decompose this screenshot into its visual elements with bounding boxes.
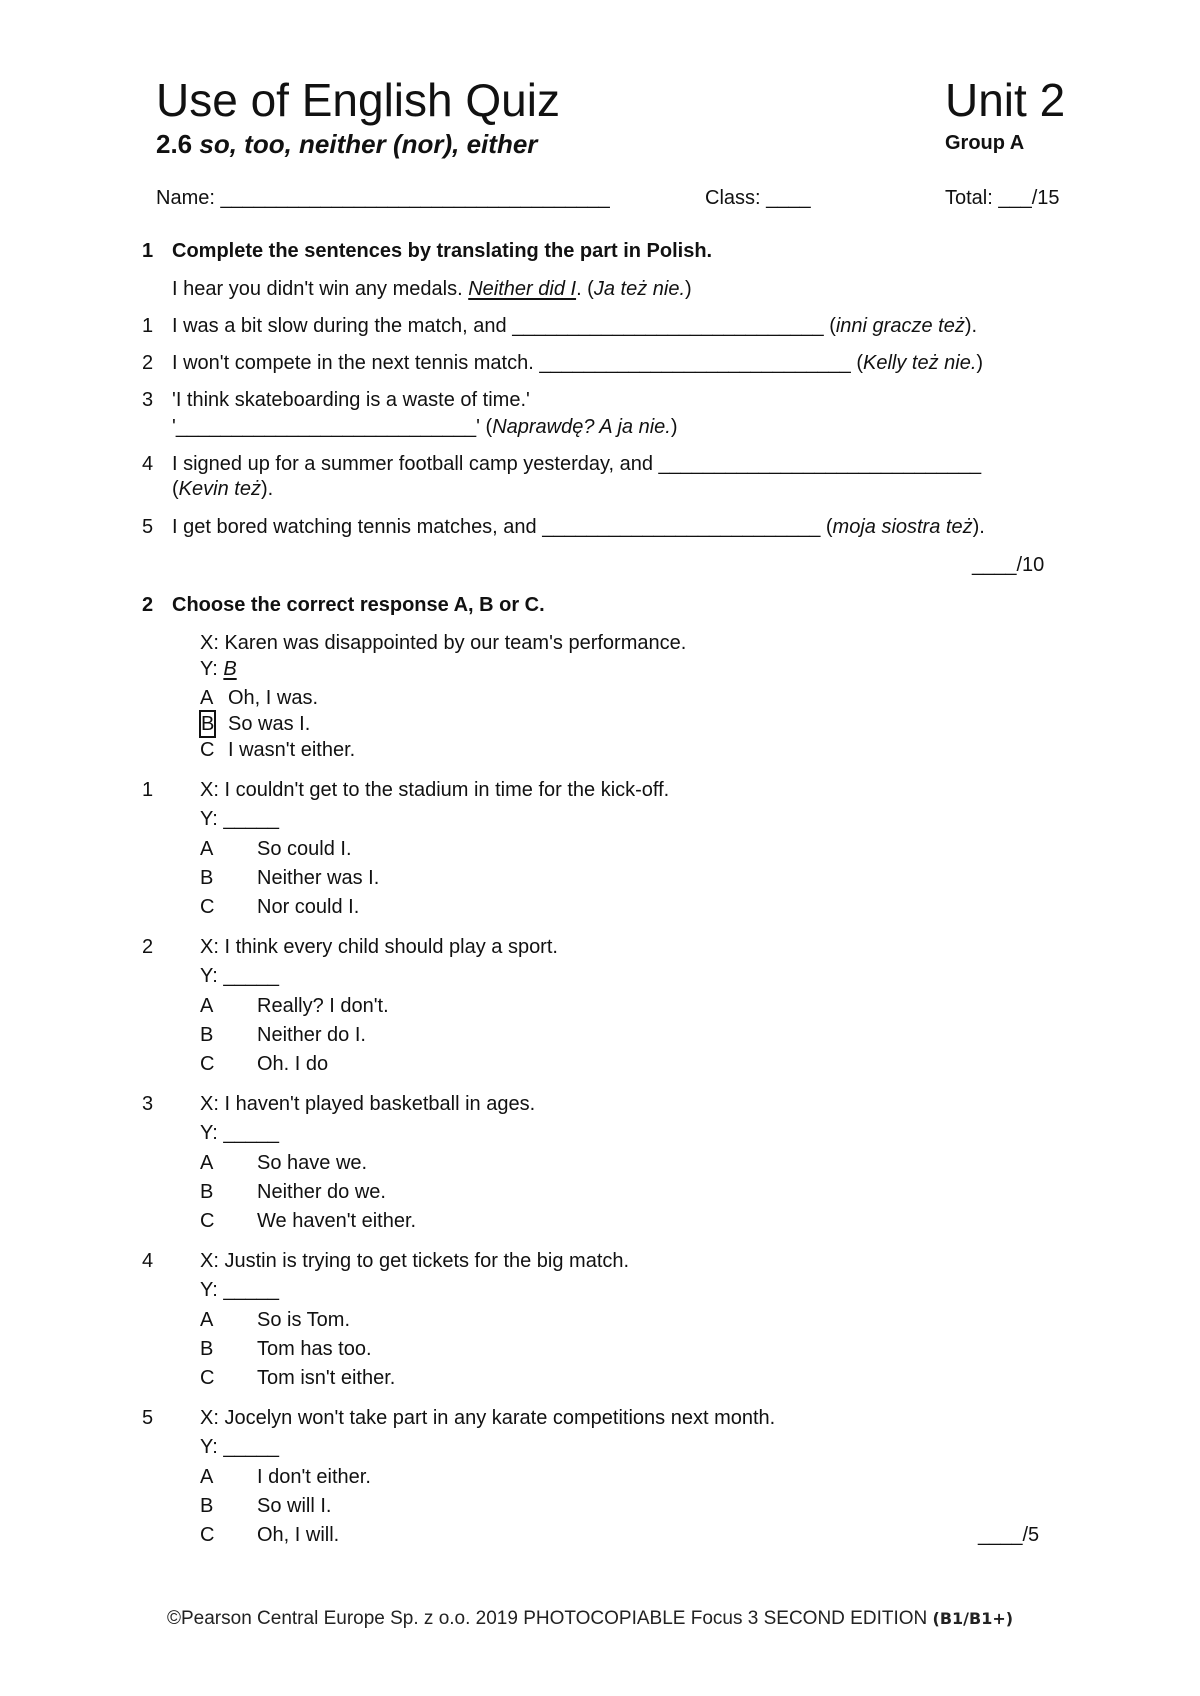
example-prompt: X: Karen was disappointed by our team's performance. (200, 632, 687, 654)
item-text: I won't compete in the next tennis match. (172, 352, 540, 374)
option-letter: A (200, 1152, 214, 1174)
name-field (156, 186, 610, 210)
example-hint: Ja też nie. (593, 278, 686, 300)
item-text: I signed up for a summer football camp yesterday, and (172, 453, 659, 475)
lesson-number: 2.6 (156, 129, 193, 159)
exercise-2-example (0, 630, 1200, 760)
list-item: 2 I won't compete in the next tennis match. ____________________________ (Kelly też nie.) (142, 352, 984, 374)
answer-blank: ____________________________ (512, 315, 824, 337)
option-letter: C (200, 896, 215, 918)
example-sentence: I hear you didn't win any medals. (172, 278, 463, 300)
level-badge: (B1/B1+) (932, 1609, 1014, 1628)
unit-label: Unit 2 (945, 74, 1066, 126)
answer-blank: Y: _____ (200, 965, 279, 987)
list-item (0, 1091, 1200, 1231)
example-answer: B (223, 658, 237, 680)
option-text: So will I. (257, 1495, 332, 1517)
answer-blank: Y: _____ (200, 1436, 279, 1458)
answer-blank: Y: _____ (200, 1122, 279, 1144)
option-letter: A (200, 1309, 214, 1331)
selected-option-letter: B (201, 713, 215, 735)
list-item: 1 I was a bit slow during the match, and ____________________________ (inni gracze też). (142, 315, 978, 337)
option-letter: B (200, 1024, 214, 1046)
item-prompt: X: I couldn't get to the stadium in time for the kick-off. (200, 779, 670, 801)
option-letter: A (200, 838, 214, 860)
exercise-instruction: Choose the correct response A, B or C. (172, 594, 545, 616)
answer-blank: _____________________________ (658, 453, 982, 475)
option-text: Oh, I was. (228, 687, 319, 709)
option-text: So have we. (257, 1152, 368, 1174)
item-text: I was a bit slow during the match, and (172, 315, 513, 337)
page-title: Use of English Quiz (156, 74, 560, 126)
option-text: Oh. I do (257, 1053, 329, 1075)
exercise-1-score: ____/10 (972, 554, 1045, 576)
item-number: 2 (142, 352, 154, 374)
exercise-2-score: ____/5 (978, 1524, 1040, 1546)
item-number: 1 (142, 779, 154, 801)
exercise-instruction: Complete the sentences by translating the part in Polish. (172, 240, 713, 262)
option-text: Oh, I will. (257, 1524, 340, 1546)
option-text: Nor could I. (257, 896, 360, 918)
option-letter: B (200, 867, 214, 889)
polish-hint: Naprawdę? A ja nie. (492, 416, 671, 438)
option-text: So is Tom. (257, 1309, 350, 1331)
option-text: Neither do we. (257, 1181, 386, 1203)
name-blank: ___________________________________ (220, 187, 610, 209)
answer-blank: Y: _____ (200, 808, 279, 830)
list-item: 5 I get bored watching tennis matches, and _________________________ (moja siostra też). (142, 516, 985, 538)
polish-hint: moja siostra też (832, 516, 973, 538)
example-open-paren: . ( (576, 278, 594, 300)
lesson-topic: so, too, neither (nor), either (199, 129, 538, 159)
option-letter: B (200, 1181, 214, 1203)
option-letter: A (200, 1466, 214, 1488)
item-number: 1 (142, 315, 154, 337)
total-blank: ___/15 (998, 187, 1060, 209)
polish-hint: Kelly też nie. (863, 352, 977, 374)
copyright-text: ©Pearson Central Europe Sp. z o.o. 2019 PHOTOCOPIABLE Focus 3 SECOND EDITION (167, 1608, 928, 1629)
answer-blank: _________________________ (542, 516, 821, 538)
lesson-subtitle (156, 128, 537, 160)
polish-hint: inni gracze też (835, 315, 965, 337)
total-field (945, 186, 1060, 210)
item-prompt: X: Justin is trying to get tickets for the big match. (200, 1250, 630, 1272)
option-letter: C (200, 1367, 215, 1389)
exercise-1-example (172, 276, 692, 302)
option-text: I wasn't either. (228, 739, 356, 761)
answer-blank: Y: _____ (200, 1279, 279, 1301)
class-field (705, 186, 811, 210)
option-letter: C (200, 1053, 215, 1075)
example-answer: Neither did I (468, 278, 577, 300)
option-letter: B (200, 1495, 214, 1517)
option-letter: C (200, 1524, 215, 1546)
option-letter: A (200, 995, 214, 1017)
item-number: 4 (142, 453, 154, 475)
answer-blank: '___________________________' (172, 416, 480, 438)
item-number: 5 (142, 516, 154, 538)
item-number: 3 (142, 1093, 154, 1115)
answer-blank: ____________________________ (539, 352, 851, 374)
class-label: Class: (705, 187, 761, 209)
exercise-number: 2 (142, 594, 154, 616)
name-label: Name: (156, 187, 215, 209)
item-text: 'I think skateboarding is a waste of time.' (172, 389, 530, 411)
option-letter: C (200, 739, 215, 761)
total-label: Total: (945, 187, 993, 209)
option-text: Neither was I. (257, 867, 380, 889)
option-letter: B (200, 1338, 214, 1360)
option-text: Tom isn't either. (257, 1367, 396, 1389)
example-y-label: Y: (200, 658, 218, 680)
option-letter: A (200, 687, 214, 709)
item-number: 2 (142, 936, 154, 958)
option-text: We haven't either. (257, 1210, 417, 1232)
exercise-number: 1 (142, 240, 154, 262)
list-item (0, 1248, 1200, 1388)
item-prompt: X: I haven't played basketball in ages. (200, 1093, 536, 1115)
option-text: So was I. (228, 713, 311, 735)
option-text: Really? I don't. (257, 995, 389, 1017)
group-label: Group A (945, 132, 1025, 154)
option-text: Neither do I. (257, 1024, 366, 1046)
option-text: So could I. (257, 838, 352, 860)
option-letter: C (200, 1210, 215, 1232)
option-text: Tom has too. (257, 1338, 372, 1360)
item-prompt: X: Jocelyn won't take part in any karate competitions next month. (200, 1407, 776, 1429)
list-item: 4 I signed up for a summer football camp yesterday, and _____________________________ (Kevin też). (142, 453, 982, 500)
item-text: I get bored watching tennis matches, and (172, 516, 543, 538)
item-number: 5 (142, 1407, 154, 1429)
polish-hint: Kevin też (178, 478, 261, 500)
item-prompt: X: I think every child should play a sport. (200, 936, 558, 958)
example-close-paren: ) (685, 278, 692, 300)
list-item (0, 934, 1200, 1074)
list-item: 3 'I think skateboarding is a waste of time.' '___________________________' (Naprawdę? A ja nie.) (142, 389, 678, 438)
option-text: I don't either. (257, 1466, 371, 1488)
class-blank: ____ (766, 187, 811, 209)
item-number: 3 (142, 389, 154, 411)
item-number: 4 (142, 1250, 154, 1272)
footer (167, 1607, 1013, 1631)
list-item (0, 777, 1200, 917)
